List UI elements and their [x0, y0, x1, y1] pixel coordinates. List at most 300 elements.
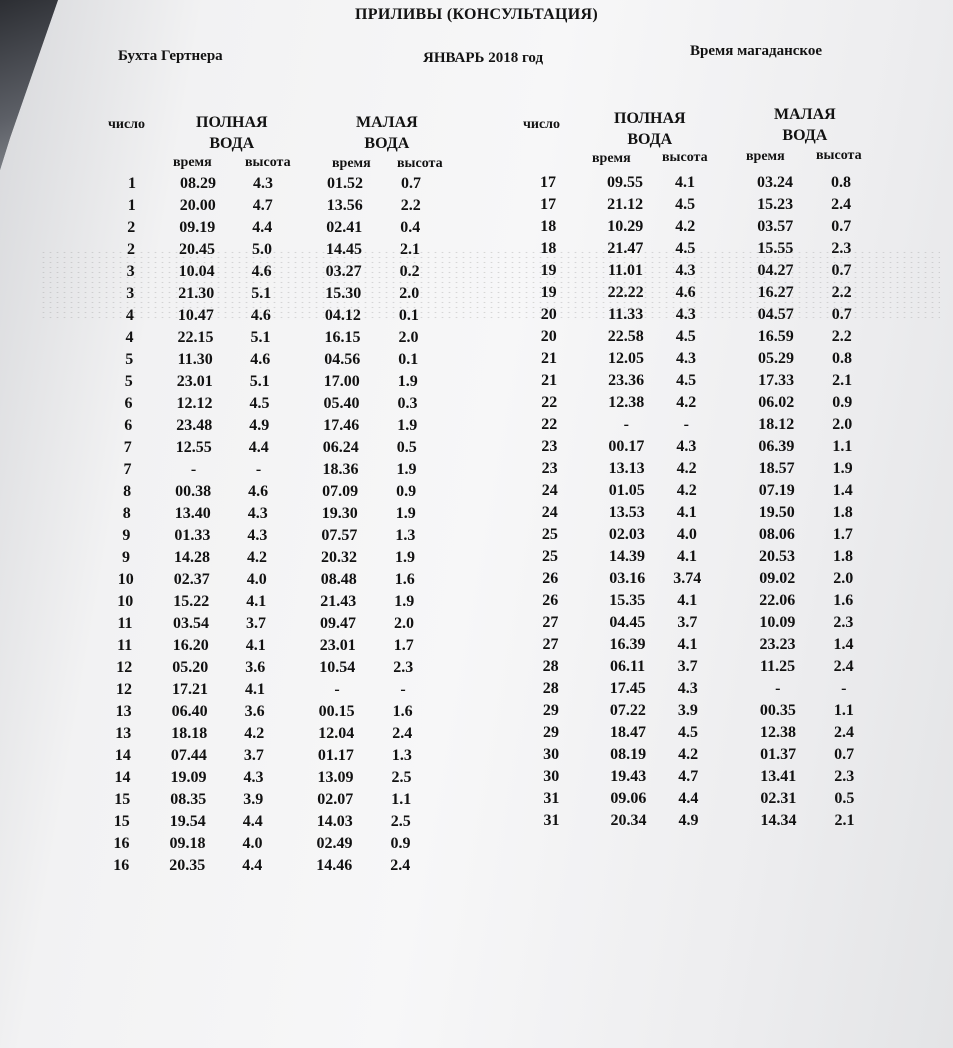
day-cell: 21: [541, 372, 558, 389]
day-cell: 7: [123, 461, 132, 478]
high-time-cell: 06.40: [171, 703, 208, 720]
high-time-cell: 11.33: [608, 306, 644, 323]
low-time-cell: 12.04: [318, 725, 355, 742]
left-high-height-header: высота: [245, 155, 291, 170]
day-cell: 13: [115, 725, 132, 742]
low-height-cell: 1.1: [391, 791, 412, 808]
high-time-cell: 09.19: [179, 219, 216, 236]
day-cell: 29: [542, 702, 559, 719]
low-height-cell: 1.8: [832, 504, 853, 521]
right-day-header: число: [523, 117, 561, 132]
low-height-cell: 2.0: [399, 285, 420, 302]
day-cell: 10: [117, 571, 134, 588]
low-height-cell: 0.9: [396, 483, 417, 500]
low-time-cell: 02.49: [316, 835, 353, 852]
low-height-cell: 1.9: [397, 373, 418, 390]
high-height-cell: 4.1: [246, 593, 267, 610]
high-time-cell: 16.20: [172, 637, 209, 654]
right-high-header: [614, 108, 686, 150]
low-height-cell: 0.9: [390, 835, 411, 852]
high-height-cell: 4.3: [253, 175, 273, 192]
low-time-cell: 04.27: [757, 262, 794, 279]
low-height-cell: 1.8: [833, 548, 853, 565]
low-height-cell: 2.4: [833, 658, 854, 675]
day-cell: 12: [116, 659, 133, 676]
high-height-cell: 4.7: [252, 197, 273, 214]
left-high-line1: ПОЛНАЯ: [196, 114, 268, 131]
high-time-cell: 12.55: [175, 439, 212, 456]
high-height-cell: 4.0: [676, 526, 697, 543]
low-time-cell: 21.43: [320, 593, 357, 610]
low-time-cell: 15.23: [757, 196, 794, 213]
low-height-cell: -: [400, 681, 406, 698]
day-cell: 3: [126, 285, 135, 302]
low-height-cell: 1.7: [393, 637, 414, 654]
low-height-cell: 1.9: [395, 505, 416, 522]
high-height-cell: 4.2: [247, 549, 267, 566]
high-height-cell: 4.1: [675, 174, 695, 191]
high-height-cell: 4.2: [676, 482, 697, 499]
high-height-cell: -: [255, 461, 262, 478]
right-high-height-header: высота: [662, 150, 708, 165]
low-height-cell: 1.4: [833, 636, 854, 653]
low-time-cell: 18.57: [758, 460, 795, 477]
high-height-cell: 4.3: [243, 769, 264, 786]
high-time-cell: 07.44: [170, 747, 207, 764]
high-time-cell: 12.05: [608, 350, 644, 367]
low-time-cell: 01.52: [327, 175, 363, 192]
low-time-cell: 09.47: [320, 615, 356, 632]
left-high-header: [196, 112, 268, 154]
day-cell: 15: [113, 813, 130, 830]
low-height-cell: 2.1: [832, 372, 853, 389]
high-height-cell: 5.1: [250, 329, 271, 346]
low-height-cell: 2.5: [390, 813, 411, 830]
day-cell: 18: [540, 218, 557, 235]
day-cell: 6: [124, 417, 133, 434]
high-height-cell: 4.2: [678, 746, 699, 763]
low-time-cell: 00.15: [318, 703, 355, 720]
high-time-cell: -: [623, 416, 629, 433]
day-cell: 27: [542, 614, 559, 631]
high-time-cell: 00.38: [175, 483, 212, 500]
high-time-cell: 03.16: [609, 570, 646, 587]
low-time-cell: 00.35: [759, 702, 796, 719]
high-height-cell: 4.1: [676, 504, 697, 521]
low-time-cell: 23.01: [319, 637, 356, 654]
high-time-cell: 18.47: [610, 724, 646, 741]
day-cell: 24: [541, 482, 558, 499]
right-high-time-header: время: [592, 151, 631, 166]
left-low-line1: МАЛАЯ: [356, 114, 418, 131]
left-high-line2: ВОДА: [209, 135, 255, 152]
left-low-time-header: время: [332, 156, 371, 171]
low-height-cell: 0.5: [396, 439, 417, 456]
high-time-cell: 09.55: [607, 174, 643, 191]
low-height-cell: 0.1: [398, 307, 419, 324]
low-height-cell: 1.9: [397, 417, 418, 434]
low-height-cell: 1.1: [832, 438, 853, 455]
high-height-cell: 3.9: [243, 791, 264, 808]
day-cell: 30: [543, 746, 560, 763]
day-cell: 16: [113, 835, 130, 852]
high-time-cell: 23.36: [608, 372, 645, 389]
high-height-cell: 3.6: [245, 659, 266, 676]
high-height-cell: 5.1: [249, 373, 270, 390]
high-height-cell: 4.5: [675, 196, 696, 213]
low-time-cell: 15.30: [325, 285, 362, 302]
low-height-cell: 1.9: [396, 461, 417, 478]
day-cell: 31: [543, 790, 560, 807]
high-time-cell: 09.18: [169, 835, 206, 852]
low-height-cell: 2.0: [394, 615, 414, 632]
low-time-cell: 14.03: [316, 813, 353, 830]
low-time-cell: 18.12: [758, 416, 795, 433]
low-height-cell: 1.9: [395, 549, 415, 566]
day-cell: 11: [117, 637, 133, 654]
low-time-cell: 15.55: [757, 240, 794, 257]
day-cell: 5: [124, 373, 133, 390]
high-time-cell: 20.00: [179, 197, 216, 214]
right-high-line1: ПОЛНАЯ: [614, 110, 686, 127]
day-cell: 1: [128, 175, 136, 192]
low-time-cell: 08.06: [758, 526, 795, 543]
low-height-cell: 0.8: [831, 174, 851, 191]
high-height-cell: 3.6: [244, 703, 265, 720]
day-cell: 8: [122, 505, 131, 522]
low-time-cell: 11.25: [760, 658, 796, 675]
high-height-cell: 4.1: [245, 637, 266, 654]
high-time-cell: 22.58: [607, 328, 644, 345]
low-height-cell: 2.1: [834, 812, 855, 829]
day-cell: 2: [127, 241, 135, 258]
high-time-cell: 19.43: [610, 768, 647, 785]
day-cell: 3: [126, 263, 135, 280]
low-time-cell: 17.46: [323, 417, 360, 434]
high-height-cell: 4.4: [678, 790, 699, 807]
high-height-cell: 4.3: [676, 350, 696, 367]
high-time-cell: 01.05: [608, 482, 645, 499]
high-height-cell: 4.4: [242, 813, 263, 830]
low-time-cell: 03.24: [757, 174, 793, 191]
high-time-cell: 13.53: [608, 504, 645, 521]
high-height-cell: 4.0: [242, 835, 263, 852]
low-height-cell: 2.0: [832, 416, 853, 433]
high-height-cell: 4.1: [245, 681, 265, 698]
high-time-cell: 23.01: [176, 373, 213, 390]
low-height-cell: 0.2: [399, 263, 420, 280]
high-time-cell: 20.34: [610, 812, 647, 829]
day-cell: 18: [540, 240, 557, 257]
high-height-cell: 4.3: [676, 438, 697, 455]
day-cell: 16: [113, 857, 130, 874]
low-height-cell: 2.1: [400, 241, 420, 258]
high-time-cell: 21.30: [178, 285, 215, 302]
day-cell: 9: [122, 527, 131, 544]
low-height-cell: 0.7: [831, 218, 852, 235]
high-height-cell: 4.9: [678, 812, 699, 829]
location-label: Бухта Гертнера: [118, 48, 223, 64]
low-height-cell: 0.9: [832, 394, 853, 411]
high-height-cell: 4.6: [675, 284, 696, 301]
day-cell: 19: [540, 284, 557, 301]
day-cell: 26: [542, 592, 559, 609]
low-height-cell: 2.4: [831, 196, 852, 213]
high-height-cell: 4.3: [247, 527, 268, 544]
day-cell: 12: [116, 681, 132, 698]
low-time-cell: 18.36: [322, 461, 359, 478]
high-height-cell: 4.4: [248, 439, 269, 456]
high-time-cell: 17.21: [172, 681, 208, 698]
low-height-cell: 2.0: [398, 329, 419, 346]
day-cell: 29: [543, 724, 559, 741]
high-time-cell: 01.33: [174, 527, 211, 544]
low-time-cell: 03.27: [325, 263, 362, 280]
low-height-cell: 2.2: [400, 197, 421, 214]
high-height-cell: 4.5: [249, 395, 270, 412]
low-time-cell: 17.33: [758, 372, 795, 389]
low-height-cell: 1.7: [832, 526, 853, 543]
low-time-cell: 10.09: [759, 614, 796, 631]
low-height-cell: 0.4: [400, 219, 421, 236]
day-cell: 25: [541, 526, 558, 543]
low-time-cell: 19.50: [758, 504, 795, 521]
low-time-cell: 14.46: [316, 857, 353, 874]
high-time-cell: 14.28: [174, 549, 210, 566]
low-time-cell: 08.48: [320, 571, 357, 588]
day-cell: 4: [125, 329, 134, 346]
document-title: ПРИЛИВЫ (КОНСУЛЬТАЦИЯ): [355, 6, 598, 23]
low-height-cell: 2.4: [834, 724, 854, 741]
low-time-cell: 14.45: [326, 241, 362, 258]
low-time-cell: 13.09: [317, 769, 354, 786]
day-cell: 14: [114, 747, 131, 764]
high-height-cell: 4.3: [677, 680, 698, 697]
high-time-cell: 11.30: [177, 351, 213, 368]
high-height-cell: 4.1: [677, 548, 697, 565]
high-height-cell: 3.7: [243, 747, 264, 764]
low-height-cell: 2.3: [393, 659, 414, 676]
low-time-cell: 04.56: [324, 351, 361, 368]
left-low-header: [356, 112, 418, 154]
high-height-cell: 4.7: [678, 768, 699, 785]
high-time-cell: 12.12: [176, 395, 213, 412]
right-high-line2: ВОДА: [627, 131, 673, 148]
low-height-cell: 2.0: [833, 570, 854, 587]
left-day-header: число: [108, 117, 146, 132]
low-time-cell: 07.09: [322, 483, 359, 500]
high-height-cell: 4.1: [677, 636, 698, 653]
high-time-cell: 08.19: [610, 746, 647, 763]
high-time-cell: 09.06: [610, 790, 647, 807]
high-time-cell: 02.37: [173, 571, 210, 588]
day-cell: 25: [542, 548, 558, 565]
low-time-cell: 02.07: [317, 791, 354, 808]
day-cell: 4: [125, 307, 134, 324]
day-cell: 26: [542, 570, 559, 587]
low-time-cell: 10.54: [319, 659, 356, 676]
day-cell: 22: [541, 394, 558, 411]
high-time-cell: -: [190, 461, 197, 478]
high-height-cell: 4.4: [242, 857, 263, 874]
high-time-cell: 05.20: [172, 659, 209, 676]
day-cell: 9: [122, 549, 130, 566]
low-time-cell: 02.31: [760, 790, 797, 807]
high-height-cell: 4.6: [250, 351, 271, 368]
high-time-cell: 03.54: [173, 615, 209, 632]
high-height-cell: 4.0: [246, 571, 267, 588]
high-time-cell: 11.01: [607, 262, 644, 279]
low-height-cell: 0.5: [834, 790, 855, 807]
day-cell: 15: [114, 791, 131, 808]
low-time-cell: 20.32: [321, 549, 357, 566]
low-time-cell: 16.27: [757, 284, 794, 301]
low-height-cell: 2.3: [831, 240, 852, 257]
low-time-cell: 05.40: [323, 395, 360, 412]
high-height-cell: 3.7: [677, 658, 698, 675]
left-low-line2: ВОДА: [364, 135, 410, 152]
low-time-cell: -: [775, 680, 781, 697]
timezone-label: Время магаданское: [690, 43, 823, 59]
low-height-cell: 2.2: [831, 328, 852, 345]
right-low-height-header: высота: [816, 148, 862, 163]
low-time-cell: 12.38: [760, 724, 796, 741]
low-time-cell: 16.59: [757, 328, 794, 345]
day-cell: 27: [542, 636, 559, 653]
high-height-cell: 3.7: [677, 614, 698, 631]
low-time-cell: 23.23: [759, 636, 796, 653]
high-time-cell: 13.40: [174, 505, 211, 522]
low-height-cell: 2.3: [833, 614, 854, 631]
high-time-cell: 10.29: [607, 218, 644, 235]
low-time-cell: 01.37: [760, 746, 797, 763]
low-height-cell: 1.4: [832, 482, 853, 499]
low-height-cell: 0.3: [397, 395, 418, 412]
low-time-cell: 07.57: [321, 527, 358, 544]
day-cell: 21: [541, 350, 557, 367]
high-height-cell: 4.3: [247, 505, 268, 522]
high-height-cell: 4.4: [252, 219, 273, 236]
low-height-cell: 1.9: [394, 593, 415, 610]
high-height-cell: 4.5: [678, 724, 698, 741]
high-height-cell: 4.6: [250, 307, 271, 324]
day-cell: 20: [540, 306, 557, 323]
day-cell: 19: [540, 262, 557, 279]
low-time-cell: 03.57: [757, 218, 794, 235]
low-height-cell: 0.7: [834, 746, 855, 763]
low-height-cell: 1.3: [391, 747, 412, 764]
low-height-cell: 0.1: [398, 351, 419, 368]
day-cell: 13: [115, 703, 132, 720]
high-time-cell: 23.48: [176, 417, 213, 434]
low-time-cell: 14.34: [760, 812, 797, 829]
high-time-cell: 20.35: [169, 857, 206, 874]
low-time-cell: -: [334, 681, 340, 698]
low-time-cell: 07.19: [758, 482, 795, 499]
high-time-cell: 21.47: [607, 240, 644, 257]
low-height-cell: 2.4: [392, 725, 413, 742]
low-height-cell: -: [841, 680, 847, 697]
day-cell: 28: [542, 658, 559, 675]
low-time-cell: 13.56: [326, 197, 363, 214]
high-height-cell: 5.0: [252, 241, 272, 258]
low-height-cell: 2.5: [391, 769, 412, 786]
low-time-cell: 16.15: [324, 329, 361, 346]
day-cell: 7: [123, 439, 132, 456]
high-time-cell: 15.35: [609, 592, 646, 609]
high-height-cell: 4.5: [675, 328, 696, 345]
high-time-cell: 02.03: [608, 526, 645, 543]
high-time-cell: 21.12: [607, 196, 644, 213]
low-height-cell: 1.3: [395, 527, 416, 544]
high-time-cell: 06.11: [610, 658, 646, 675]
low-time-cell: 04.57: [757, 306, 794, 323]
low-time-cell: 17.00: [323, 373, 360, 390]
high-time-cell: 10.47: [177, 307, 214, 324]
high-height-cell: 3.74: [673, 570, 702, 587]
high-time-cell: 19.54: [169, 813, 206, 830]
day-cell: 30: [543, 768, 560, 785]
high-time-cell: 08.29: [180, 175, 216, 192]
day-cell: 23: [541, 438, 558, 455]
day-cell: 10: [117, 593, 134, 610]
high-time-cell: 18.18: [171, 725, 208, 742]
day-cell: 5: [125, 351, 134, 368]
low-height-cell: 0.7: [831, 306, 852, 323]
high-time-cell: 10.04: [178, 263, 215, 280]
day-cell: 14: [114, 769, 131, 786]
low-time-cell: 09.02: [759, 570, 796, 587]
right-low-line2: ВОДА: [782, 127, 828, 144]
low-height-cell: 2.2: [831, 284, 852, 301]
day-cell: 1: [127, 197, 136, 214]
high-time-cell: 00.17: [608, 438, 645, 455]
left-high-time-header: время: [173, 155, 212, 170]
high-height-cell: 4.1: [677, 592, 698, 609]
day-cell: 31: [543, 812, 560, 829]
high-time-cell: 12.38: [608, 394, 645, 411]
high-time-cell: 14.39: [609, 548, 645, 565]
high-time-cell: 16.39: [609, 636, 646, 653]
low-height-cell: 2.3: [834, 768, 855, 785]
low-time-cell: 20.53: [759, 548, 795, 565]
day-cell: 11: [117, 615, 133, 632]
high-time-cell: 22.22: [607, 284, 644, 301]
low-height-cell: 1.1: [833, 702, 854, 719]
low-time-cell: 06.39: [758, 438, 795, 455]
right-low-header: [774, 104, 836, 146]
day-cell: 6: [124, 395, 133, 412]
high-time-cell: 22.15: [177, 329, 214, 346]
low-time-cell: 06.02: [758, 394, 795, 411]
high-time-cell: 13.13: [608, 460, 645, 477]
low-height-cell: 0.8: [832, 350, 852, 367]
day-cell: 24: [541, 504, 558, 521]
right-low-line1: МАЛАЯ: [774, 106, 836, 123]
low-time-cell: 04.12: [324, 307, 361, 324]
high-time-cell: 08.35: [170, 791, 207, 808]
high-height-cell: 4.2: [675, 218, 696, 235]
high-height-cell: 5.1: [251, 285, 272, 302]
high-time-cell: 17.45: [609, 680, 646, 697]
low-time-cell: 05.29: [758, 350, 794, 367]
low-time-cell: 01.17: [317, 747, 354, 764]
low-height-cell: 0.7: [831, 262, 852, 279]
day-cell: 17: [540, 174, 556, 191]
high-time-cell: 19.09: [170, 769, 207, 786]
low-time-cell: 06.24: [322, 439, 359, 456]
low-height-cell: 1.6: [833, 592, 854, 609]
